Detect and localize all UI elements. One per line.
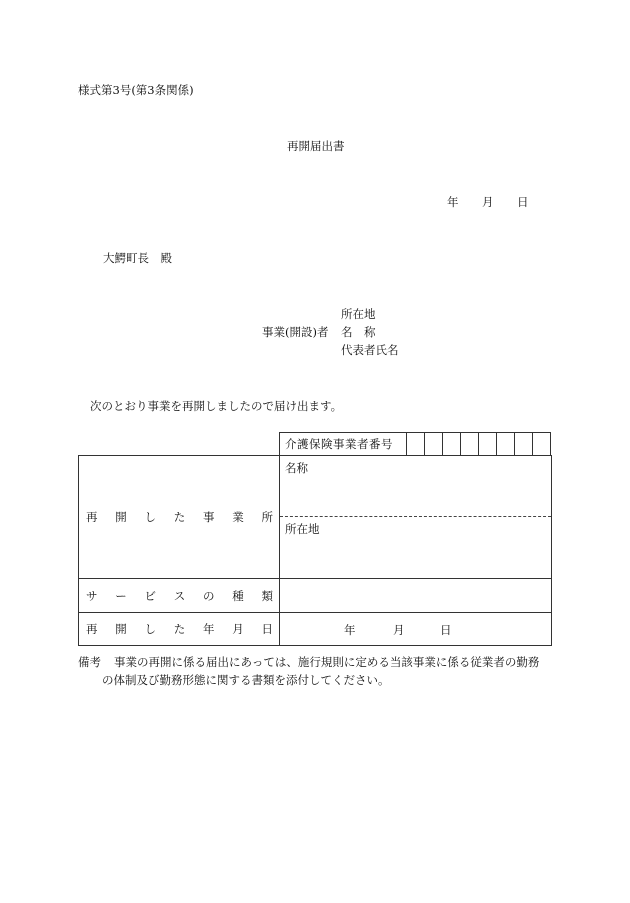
note-line-1: 事業の再開に係る届出にあっては、施行規則に定める当該事業に係る従業者の勤務 bbox=[114, 655, 540, 669]
date-day-label: 日 bbox=[517, 195, 529, 209]
date-month-label: 月 bbox=[482, 195, 494, 209]
reopen-date-char: 月 bbox=[232, 622, 244, 636]
reopen-date-value-cell[interactable] bbox=[280, 613, 552, 646]
business-char: 開 bbox=[115, 510, 127, 524]
insurance-number-digit-4[interactable] bbox=[461, 433, 479, 456]
reopen-date-char: し bbox=[144, 622, 156, 636]
business-char: 所 bbox=[261, 510, 273, 524]
note-line-2: の体制及び勤務形態に関する書類を添付してください。 bbox=[102, 673, 390, 687]
insurance-number-label-cell bbox=[280, 433, 407, 456]
service-type-value-cell[interactable] bbox=[280, 579, 552, 613]
intro-text: 次のとおり事業を再開しましたので届け出ます。 bbox=[90, 399, 343, 413]
business-name-label: 名称 bbox=[285, 461, 308, 475]
applicant-rep-label: 代表者氏名 bbox=[341, 343, 399, 357]
service-char: サ bbox=[86, 588, 98, 603]
business-info-cell bbox=[280, 456, 552, 579]
insurance-number-label: 介護保険事業者番号 bbox=[285, 437, 393, 451]
addressee: 大鰐町長 殿 bbox=[103, 251, 172, 265]
insurance-number-digit-1[interactable] bbox=[407, 433, 425, 456]
reopen-date-year: 年 bbox=[344, 623, 356, 637]
insurance-number-digit-2[interactable] bbox=[425, 433, 443, 456]
applicant-role-label: 事業(開設)者 bbox=[262, 325, 329, 339]
insurance-number-digit-5[interactable] bbox=[479, 433, 497, 456]
business-name-area[interactable] bbox=[280, 456, 551, 517]
business-label bbox=[79, 509, 279, 525]
page-title: 再開届出書 bbox=[287, 139, 345, 153]
service-char: ビ bbox=[144, 588, 156, 603]
service-type-label-cell bbox=[79, 579, 280, 613]
service-type-label bbox=[79, 588, 279, 604]
business-address-label: 所在地 bbox=[285, 522, 320, 536]
reopen-date-label-cell bbox=[79, 613, 280, 646]
reopening-details-table bbox=[78, 455, 552, 646]
business-char: 事 bbox=[203, 510, 215, 524]
business-address-area[interactable] bbox=[280, 517, 551, 578]
service-char: 類 bbox=[261, 588, 273, 603]
insurance-number-digit-8[interactable] bbox=[533, 433, 551, 456]
insurance-number-table bbox=[279, 432, 551, 456]
reopen-date-month: 月 bbox=[393, 623, 405, 637]
service-char: ー bbox=[115, 588, 127, 603]
insurance-number-digit-7[interactable] bbox=[515, 433, 533, 456]
service-char: の bbox=[203, 588, 215, 603]
reopen-date-char: 再 bbox=[86, 622, 98, 636]
reopen-date-day: 日 bbox=[440, 623, 452, 637]
note-label: 備考 bbox=[78, 655, 101, 669]
business-char: た bbox=[173, 510, 186, 524]
service-char: ス bbox=[173, 588, 186, 603]
business-char: 再 bbox=[86, 510, 98, 524]
business-label-cell bbox=[79, 456, 280, 579]
reopen-date-label bbox=[79, 621, 279, 637]
insurance-number-digit-3[interactable] bbox=[443, 433, 461, 456]
reopen-date-char: 日 bbox=[261, 622, 273, 636]
reopen-date-char: た bbox=[173, 622, 186, 636]
business-char: 業 bbox=[232, 510, 244, 524]
insurance-number-digit-6[interactable] bbox=[497, 433, 515, 456]
service-char: 種 bbox=[232, 588, 244, 603]
applicant-name-label: 名 称 bbox=[341, 325, 376, 339]
reopen-date-char: 年 bbox=[203, 622, 215, 636]
date-year-label: 年 bbox=[447, 195, 459, 209]
business-char: し bbox=[144, 510, 156, 524]
form-number: 様式第3号(第3条関係) bbox=[78, 83, 194, 97]
applicant-address-label: 所在地 bbox=[341, 307, 376, 321]
reopen-date-char: 開 bbox=[115, 622, 127, 636]
